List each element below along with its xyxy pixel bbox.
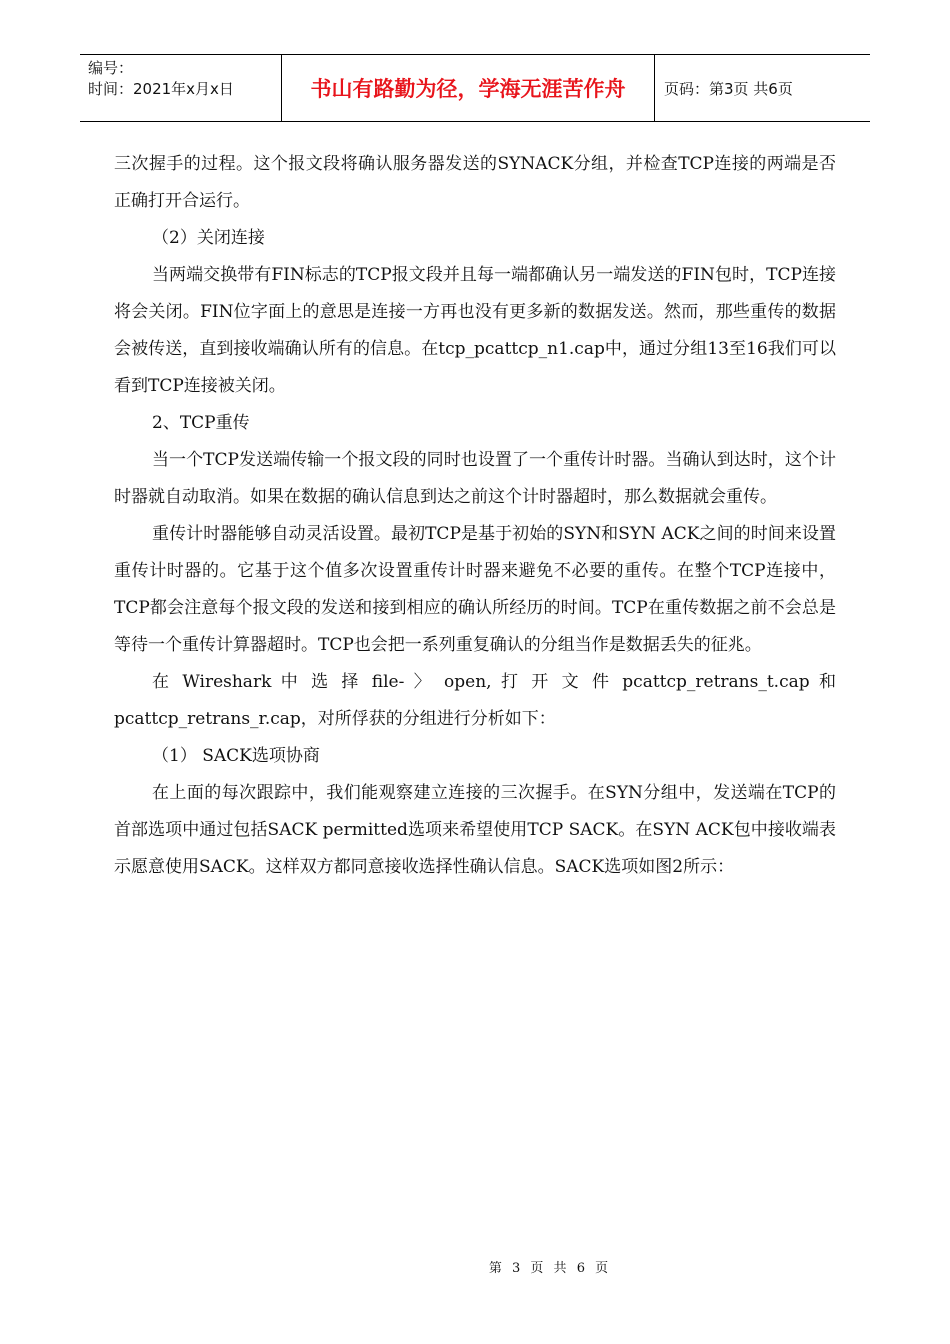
paragraph: 在上面的每次跟踪中，我们能观察建立连接的三次握手。在SYN分组中，发送端在TCP的首部选项中通过包括SACK permitted选项来希望使用TCP SACK。在SYN ACK包中接收端表示愿意使用SACK。这样双方都同意接收选择性确认信息。SACK选项如图2所示： <box>114 783 836 877</box>
time-label: 时间：2021年x月x日 <box>88 80 234 98</box>
doc-number-label: 编号： <box>88 59 134 77</box>
document-body <box>114 146 836 886</box>
section-heading-sack: （1） SACK选项协商 <box>152 746 320 766</box>
paragraph: 当两端交换带有FIN标志的TCP报文段并且每一端都确认另一端发送的FIN包时，TCP连接将会关闭。FIN位字面上的意思是连接一方再也没有更多新的数据发送。然而，那些重传的数据会被传送，直到接收端确认所有的信息。在tcp_pcattcp_n1.cap中，通过分组13至16我们可以看到TCP连接被关闭。 <box>114 265 836 396</box>
page-footer: 第 3 页 共 6 页 <box>488 1261 612 1276</box>
section-heading-tcp-retransmission: 2、TCP重传 <box>152 413 250 433</box>
paragraph-wireshark-line: 在 Wireshark 中 选 择 file- 〉 open, 打 开 文 件 pcattcp_retrans_t.cap 和 <box>152 672 836 692</box>
paragraph: 三次握手的过程。这个报文段将确认服务器发送的SYNACK分组，并检查TCP连接的两端是否正确打开合运行。 <box>114 154 836 211</box>
header-motto: 书山有路勤为径，学海无涯苦作舟 <box>281 55 655 121</box>
header-page-info: 页码：第3页 共6页 <box>664 79 793 98</box>
header-meta <box>80 55 281 121</box>
page-header <box>80 54 870 122</box>
section-heading-close-connection: （2）关闭连接 <box>152 228 265 248</box>
paragraph: 重传计时器能够自动灵活设置。最初TCP是基于初始的SYN和SYN ACK之间的时间来设置重传计时器的。它基于这个值多次设置重传计时器来避免不必要的重传。在整个TCP连接中，TCP都会注意每个报文段的发送和接到相应的确认所经历的时间。TCP在重传数据之前不会总是等待一个重传计算器超时。TCP也会把一系列重复确认的分组当作是数据丢失的征兆。 <box>114 524 836 655</box>
paragraph: 当一个TCP发送端传输一个报文段的同时也设置了一个重传计时器。当确认到达时，这个计时器就自动取消。如果在数据的确认信息到达之前这个计时器超时，那么数据就会重传。 <box>114 450 836 507</box>
paragraph-wireshark-continuation: pcattcp_retrans_r.cap，对所俘获的分组进行分析如下： <box>114 709 556 729</box>
